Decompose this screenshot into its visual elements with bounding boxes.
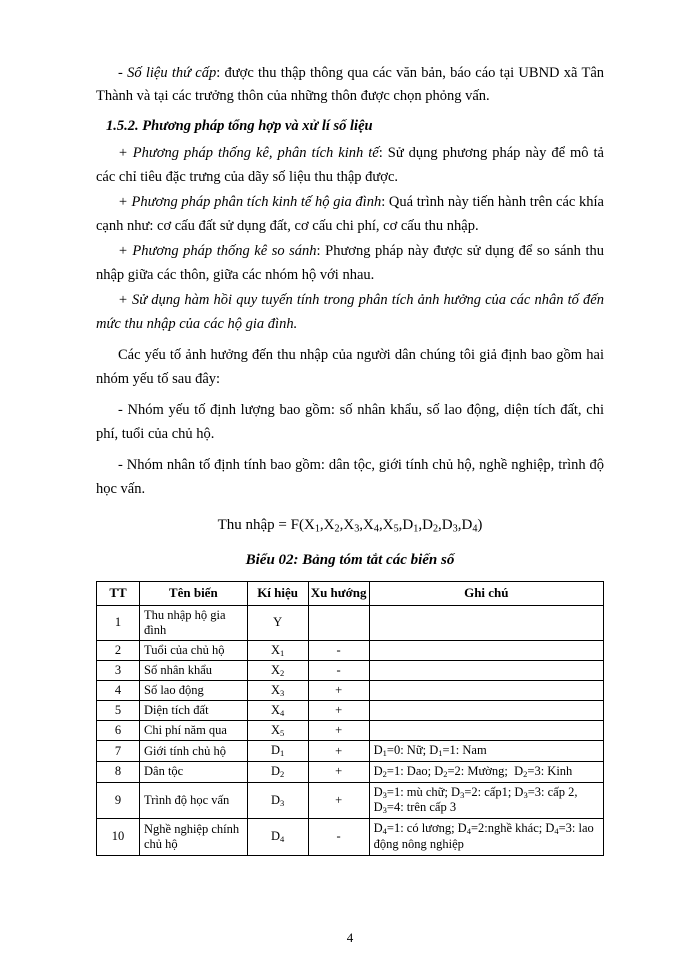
cell-trend: +	[308, 721, 369, 741]
table-header	[97, 581, 604, 605]
formula-variables: $X_1,X_2,X_3,X_4,X_5,D_1,D_2,D_3,D_4$	[303, 517, 478, 535]
method-item-1-lead: + Phương pháp thống kê, phân tích kinh tế	[118, 145, 379, 162]
table-row	[97, 700, 604, 720]
table-row	[97, 605, 604, 640]
cell-note	[369, 660, 603, 680]
cell-name: Chi phí năm qua	[140, 721, 248, 741]
table-row	[97, 819, 604, 855]
cell-note: $D_3=1$: mù chữ; $D_3=2$: cấp1; $D_3=3$: cấp 2, $D_3=4$: trên cấp 3	[369, 782, 603, 819]
table-row	[97, 721, 604, 741]
table-header-tt: TT	[97, 581, 140, 605]
table-header-symbol: Kí hiệu	[247, 581, 308, 605]
cell-trend: +	[308, 700, 369, 720]
cell-note	[369, 640, 603, 660]
cell-symbol: $D_3$	[247, 782, 308, 819]
cell-symbol: $X_1$	[247, 640, 308, 660]
method-item-2-lead: + Phương pháp phân tích kinh tế hộ gia đình	[118, 194, 382, 211]
method-item-3-lead: + Phương pháp thống kê so sánh	[118, 243, 317, 260]
cell-name: Trình độ học vấn	[140, 782, 248, 819]
cell-trend: +	[308, 761, 369, 782]
cell-note: $D_2=1$: Dao; $D_2=2$: Mường; $D_2=3$: Kinh	[369, 761, 603, 782]
secondary-data-lead: - Số liệu thứ cấp	[118, 65, 217, 81]
cell-name: Giới tính chủ hộ	[140, 741, 248, 762]
cell-note	[369, 605, 603, 640]
method-item-1-rest: : Sử dụng phương pháp này để mô tả các chỉ tiêu đặc trưng của dãy số liệu thu thập được.	[96, 145, 604, 185]
paragraph-secondary-data	[96, 62, 604, 109]
cell-trend: +	[308, 782, 369, 819]
method-item-4	[96, 289, 604, 336]
cell-name: Thu nhập hộ gia đình	[140, 605, 248, 640]
cell-tt: 1	[97, 605, 140, 640]
variables-table	[96, 581, 604, 856]
cell-trend: -	[308, 660, 369, 680]
cell-tt: 2	[97, 640, 140, 660]
cell-name: Nghề nghiệp chính chủ hộ	[140, 819, 248, 855]
cell-symbol: $D_1$	[247, 741, 308, 762]
cell-name: Dân tộc	[140, 761, 248, 782]
cell-trend: -	[308, 819, 369, 855]
cell-tt: 8	[97, 761, 140, 782]
body-paragraph-3: - Nhóm nhân tố định tính bao gồm: dân tộc, giới tính chủ hộ, nghề nghiệp, trình độ học vấn.	[96, 457, 604, 497]
section-heading-152: 1.5.2. Phương pháp tổng hợp và xử lí số liệu	[106, 117, 373, 134]
cell-name: Số nhân khẩu	[140, 660, 248, 680]
cell-symbol: $D_2$	[247, 761, 308, 782]
cell-tt: 6	[97, 721, 140, 741]
cell-symbol: $X_4$	[247, 700, 308, 720]
page-content	[96, 62, 604, 856]
cell-note	[369, 700, 603, 720]
method-item-2-rest: : Quá trình này tiến hành trên các khía cạnh như: cơ cấu đất sử dụng đất, cơ cấu chi phí, cơ cấu thu nhập.	[96, 194, 604, 234]
cell-name: Số lao động	[140, 680, 248, 700]
table-row	[97, 761, 604, 782]
cell-name: Diện tích đất	[140, 700, 248, 720]
table-header-note: Ghi chú	[369, 581, 603, 605]
cell-symbol: $X_5$	[247, 721, 308, 741]
cell-trend: +	[308, 680, 369, 700]
cell-tt: 7	[97, 741, 140, 762]
cell-name: Tuổi của chủ hộ	[140, 640, 248, 660]
table-row	[97, 660, 604, 680]
method-item-3-rest: : Phương pháp này được sử dụng để so sánh thu nhập giữa các thôn, giữa các nhóm hộ với nhau.	[96, 243, 604, 283]
cell-note	[369, 680, 603, 700]
cell-note: $D_1=0$: Nữ; $D_1=1$: Nam	[369, 741, 603, 762]
cell-tt: 5	[97, 700, 140, 720]
cell-tt: 4	[97, 680, 140, 700]
method-item-4-lead: + Sử dụng hàm hồi quy tuyến tính trong phân tích ảnh hưởng của các nhân tố đến mức thu nhập của các hộ gia đình.	[96, 292, 604, 332]
cell-tt: 9	[97, 782, 140, 819]
cell-symbol: $D_4$	[247, 819, 308, 855]
method-item-1	[96, 142, 604, 189]
cell-tt: 10	[97, 819, 140, 855]
body-paragraph-1: Các yếu tố ảnh hưởng đến thu nhập của người dân chúng tôi giả định bao gồm hai nhóm yếu tố sau đây:	[96, 347, 604, 387]
secondary-data-rest: : được thu thập thông qua các văn bản, báo cáo tại UBND xã Tân Thành và tại các trưởng thôn của những thôn được chọn phỏng vấn.	[96, 65, 605, 105]
table-row	[97, 782, 604, 819]
cell-symbol: $X_2$	[247, 660, 308, 680]
table-body	[97, 605, 604, 855]
cell-trend	[308, 605, 369, 640]
cell-tt: 3	[97, 660, 140, 680]
cell-trend: -	[308, 640, 369, 660]
body-paragraph-2: - Nhóm yếu tố định lượng bao gồm: số nhân khẩu, số lao động, diện tích đất, chi phí, tuổi của chủ hộ.	[96, 402, 604, 442]
table-header-name: Tên biến	[140, 581, 248, 605]
cell-trend: +	[308, 741, 369, 762]
formula-lhs: Thu nhập = F(	[217, 517, 304, 534]
page-number: 4	[346, 930, 354, 945]
method-item-2	[96, 191, 604, 238]
table-header-row	[97, 581, 604, 605]
table-caption: Biểu 02: Bảng tóm tắt các biến số	[245, 552, 455, 569]
cell-note	[369, 721, 603, 741]
table-row	[97, 640, 604, 660]
method-item-3	[96, 240, 604, 287]
table-row	[97, 741, 604, 762]
table-row	[97, 680, 604, 700]
income-formula	[96, 513, 604, 538]
cell-symbol: $X_3$	[247, 680, 308, 700]
table-header-trend: Xu hướng	[308, 581, 369, 605]
formula-rhs: )	[477, 517, 483, 534]
cell-note: $D_4=1$: có lương; $D_4=2:nghề$ khác; $D_4=3$: lao động nông nghiệp	[369, 819, 603, 855]
cell-symbol: Y	[247, 605, 308, 640]
